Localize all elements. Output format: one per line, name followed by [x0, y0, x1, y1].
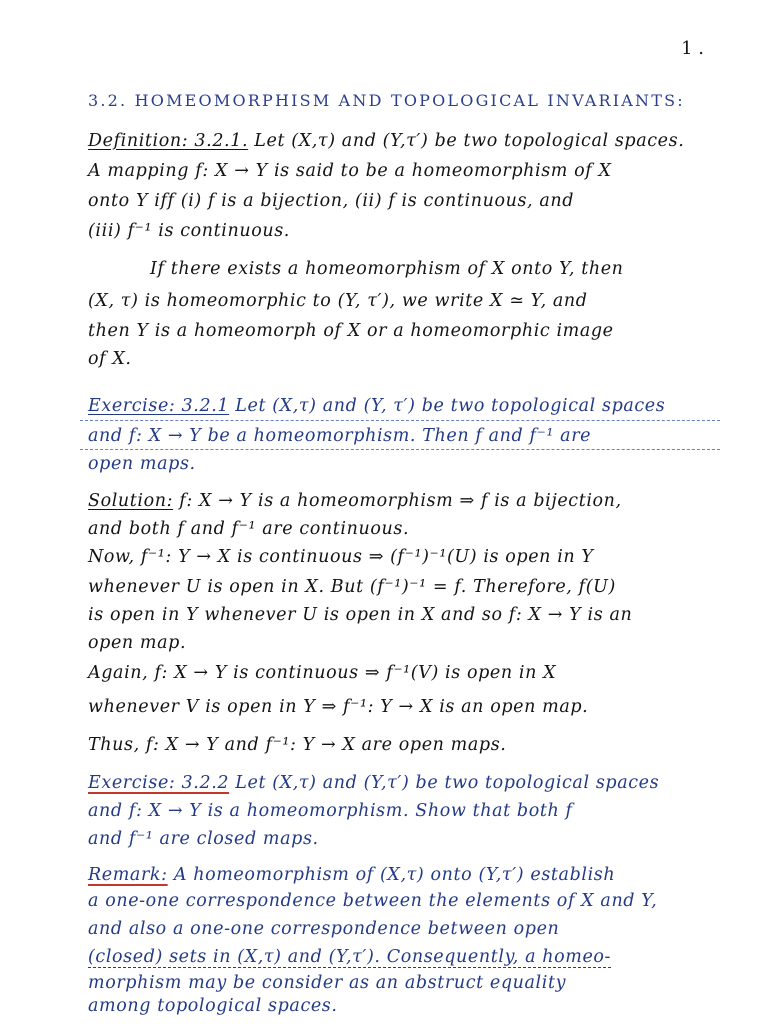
solution-line-5: is open in Y whenever U is open in X and so f: X → Y is an [88, 605, 633, 625]
remark-line-1 [88, 864, 615, 886]
remark-text: A homeomorphism of (X,τ) onto (Y,τ′) establish [173, 865, 616, 885]
remark-line-2: a one-one correspondence between the elements of X and Y, [88, 891, 658, 911]
solution-line-4: whenever U is open in X. But (f⁻¹)⁻¹ = f. Therefore, f(U) [88, 577, 616, 597]
definition-para-line-4: of X. [88, 349, 132, 369]
definition-label: Definition: 3.2.1. [88, 131, 249, 151]
solution-line-6: open map. [88, 633, 187, 653]
definition-line-1 [88, 130, 684, 152]
definition-line-4: (iii) f⁻¹ is continuous. [88, 221, 290, 241]
definition-line-2: A mapping f: X → Y is said to be a homeomorphism of X [88, 161, 612, 181]
exercise1-text: Let (X,τ) and (Y, τ′) be two topological spaces [235, 396, 666, 416]
exercise2-label: Exercise: 3.2.2 [88, 773, 230, 793]
solution-line-8: whenever V is open in Y ⇒ f⁻¹: Y → X is an open map. [88, 697, 589, 717]
exercise1-line-3: open maps. [88, 454, 196, 474]
definition-line-3: onto Y iff (i) f is a bijection, (ii) f is continuous, and [88, 191, 575, 211]
solution-label: Solution: [88, 491, 174, 511]
exercise1-label: Exercise: 3.2.1 [88, 396, 230, 416]
remark-line-3: and also a one-one correspondence between open [88, 919, 560, 939]
definition-para-line-3: then Y is a homeomorph of X or a homeomorphic image [88, 321, 614, 341]
solution-text: f: X → Y is a homeomorphism ⇒ f is a bijection, [179, 491, 622, 511]
solution-line-7: Again, f: X → Y is continuous ⇒ f⁻¹(V) is open in X [88, 663, 557, 683]
exercise2-line-1 [88, 772, 659, 794]
solution-line-9: Thus, f: X → Y and f⁻¹: Y → X are open maps. [88, 735, 507, 755]
remark-line-6: among topological spaces. [88, 996, 338, 1016]
exercise2-line-2: and f: X → Y is a homeomorphism. Show that both f [88, 801, 573, 821]
remark-label: Remark: [88, 865, 168, 885]
remark-line-4 [88, 946, 611, 968]
solution-line-3: Now, f⁻¹: Y → X is continuous ⇒ (f⁻¹)⁻¹(U) is open in Y [88, 547, 594, 567]
definition-para-line-1: If there exists a homeomorphism of X onto Y, then [150, 259, 624, 279]
page-number: 1 . [681, 38, 704, 59]
solution-line-1 [88, 490, 622, 512]
definition-para-line-2: (X, τ) is homeomorphic to (Y, τ′), we write X ≃ Y, and [88, 291, 588, 311]
underline-rule [80, 449, 720, 450]
exercise1-line-2: and f: X → Y be a homeomorphism. Then f and f⁻¹ are [88, 426, 592, 446]
remark-text-line-4: (closed) sets in (X,τ) and (Y,τ′). Consequently, a homeo- [88, 947, 612, 967]
definition-text: Let (X,τ) and (Y,τ′) be two topological spaces. [254, 131, 685, 151]
section-heading: 3.2. HOMEOMORPHISM AND TOPOLOGICAL INVARIANTS: [88, 91, 685, 110]
underline-rule [80, 420, 720, 421]
remark-line-5: morphism may be consider as an abstruct equality [88, 973, 567, 993]
solution-line-2: and both f and f⁻¹ are continuous. [88, 519, 410, 539]
exercise2-text: Let (X,τ) and (Y,τ′) be two topological spaces [235, 773, 660, 793]
exercise1-line-1 [88, 395, 665, 417]
exercise2-line-3: and f⁻¹ are closed maps. [88, 829, 319, 849]
